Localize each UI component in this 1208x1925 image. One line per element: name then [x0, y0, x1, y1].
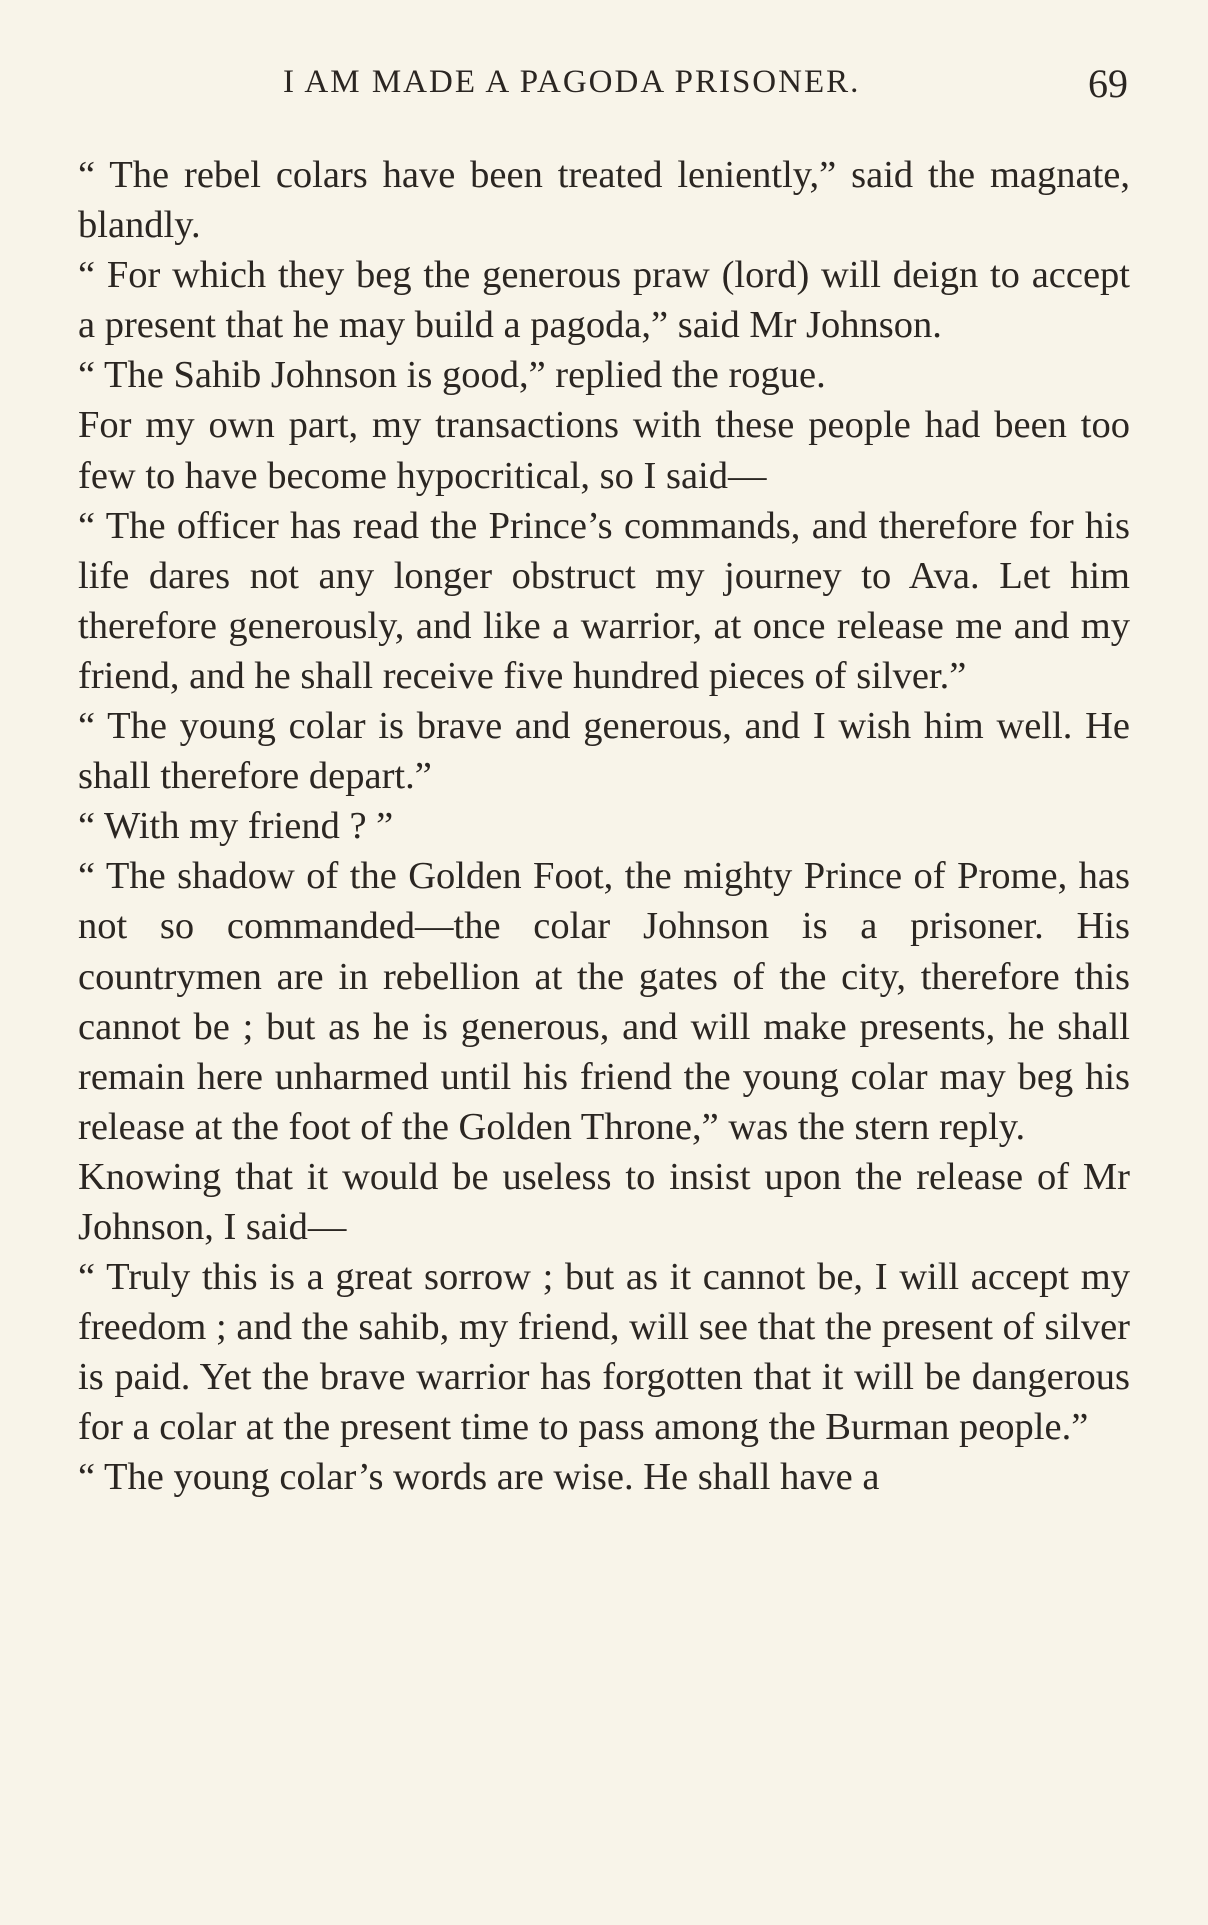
paragraph: “ Truly this is a great sorrow ; but as it cannot be, I will accept my freedom ; and the sahib, my friend, will see that the present of silver is paid. Yet the brave warrior has forgotten that it will be dangerous for a colar at the present time to pass among the Burman people.”	[78, 1256, 1130, 1449]
running-title: I AM MADE A PAGODA PRISONER.	[283, 64, 861, 100]
paragraph: “ The officer has read the Prince’s commands, and therefore for his life dares not any longer obstruct my journey to Ava. Let him therefore generously, and like a warrior, at once release me and my friend, and he shall receive five hundred pieces of silver.”	[78, 504, 1130, 697]
paragraph: Knowing that it would be useless to insist upon the release of Mr Johnson, I said—	[78, 1155, 1130, 1248]
paragraph: “ With my friend ? ”	[78, 805, 394, 848]
paragraph: “ The young colar’s words are wise. He shall have a	[78, 1456, 880, 1499]
paragraph: “ The rebel colars have been treated leniently,” said the magnate, blandly.	[78, 154, 1130, 247]
paragraph: “ The young colar is brave and generous, and I wish him well. He shall therefore depart.”	[78, 705, 1130, 798]
body-text	[78, 150, 1130, 1503]
paragraph: “ For which they beg the generous praw (lord) will deign to accept a present that he may build a pagoda,” said Mr Johnson.	[78, 254, 1130, 347]
paragraph: For my own part, my transactions with these people had been too few to have become hypocritical, so I said—	[78, 404, 1130, 497]
paragraph: “ The Sahib Johnson is good,” replied the rogue.	[78, 354, 826, 397]
page-number: 69	[1088, 61, 1128, 106]
page-header	[78, 60, 1128, 120]
paragraph: “ The shadow of the Golden Foot, the mighty Prince of Prome, has not so commanded—the colar Johnson is a prisoner. His countrymen are in rebellion at the gates of the city, therefore this cannot be ; but as he is generous, and will make presents, he shall remain here unharmed until his friend the young colar may beg his release at the foot of the Golden Throne,” was the stern reply.	[78, 855, 1130, 1148]
